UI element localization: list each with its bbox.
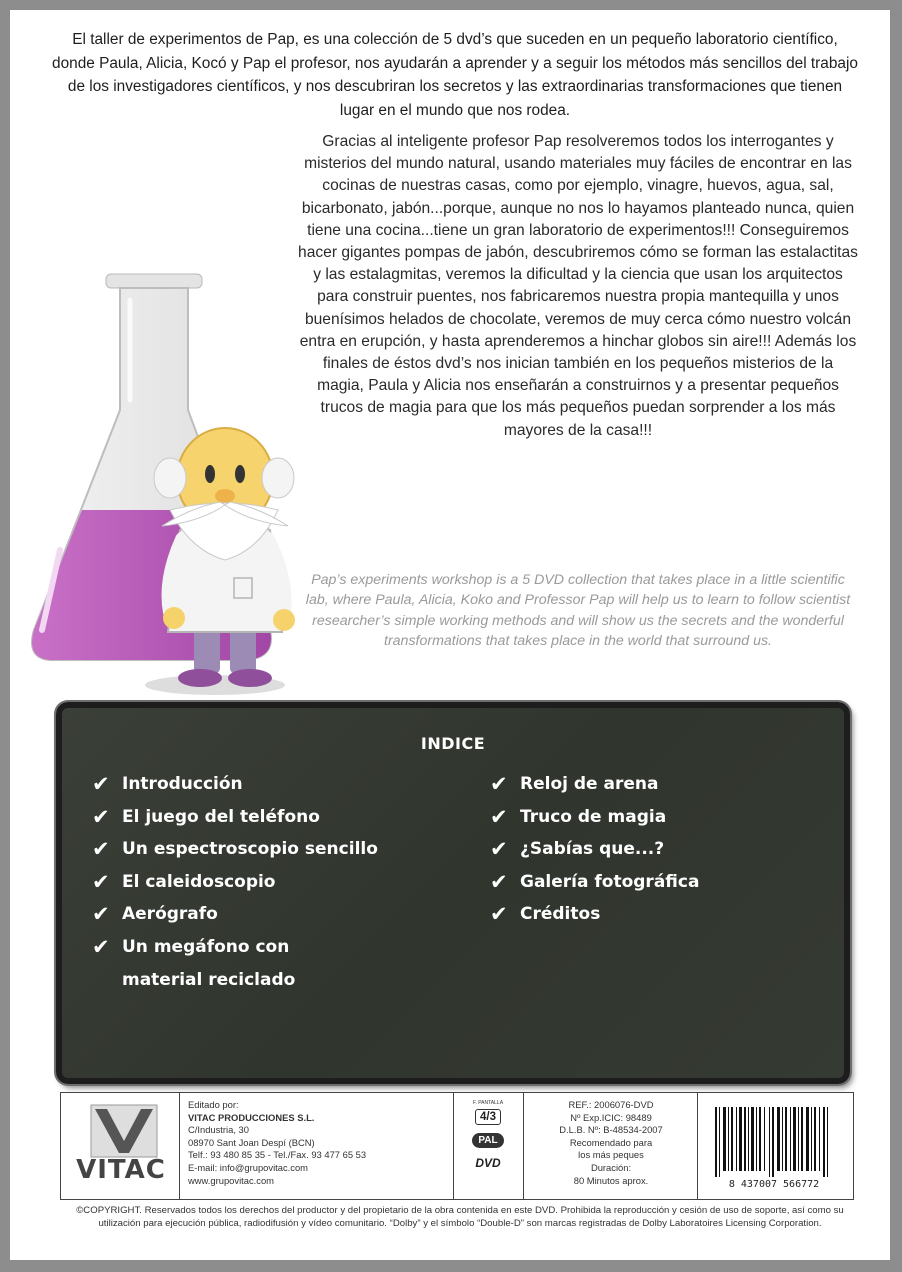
- index-right-column: [490, 768, 820, 931]
- logo-wordmark: VITAC: [76, 1155, 166, 1185]
- index-item-label: Un megáfono con material reciclado: [122, 936, 296, 990]
- divider: [697, 1093, 698, 1199]
- check-icon: ✔: [490, 772, 508, 796]
- check-icon: ✔: [490, 804, 508, 829]
- format-badges: [458, 1099, 518, 1170]
- index-item: [490, 768, 820, 801]
- index-item: [490, 833, 820, 866]
- description-spanish: Gracias al inteligente profesor Pap resolveremos todos los interrogantes y misterios del mundo natural, usando materiales muy fáciles de encontrar en las cocinas de nuestras casas, como por ejemplo, vinagre, huevos, agua, sal, bicarbonato, jabón...porque, aunque no nos lo hayamos planteado nunca, quien tiene una cocina...tiene un gran laboratorio de experimentos!!! Conseguiremos hacer gigantes pompas de jabón, descubriremos cómo se forman las estalactitas y las estalagmitas, veremos la dificultad y la ciencia que usan los arquitectos para construir puentes, nos fabricaremos nuestra propia mantequilla y unos buenísimos helados de chocolate, veremos de muy cerca cómo nuestro volcán entra en erupción, y hasta aprenderemos a hinchar globos sin aire!!! Además los finales de éstos dvd’s nos inician también en los pequeños misterios de la magia, Paula y Alicia nos enseñarán a construirnos y a presentar pequeños trucos de magia para que los más pequeños puedan sorprender a los más mayores de la casa!!!: [298, 133, 858, 439]
- check-icon: ✔: [92, 772, 110, 796]
- recommended-line: los más peques: [578, 1149, 644, 1161]
- aspect-ratio-badge: 4/3: [475, 1109, 501, 1125]
- exp-number: Nº Exp.ICIC: 98489: [570, 1111, 652, 1123]
- dvd-back-cover: [10, 10, 890, 1260]
- edited-by-label: Editado por:: [188, 1099, 239, 1110]
- index-item: [490, 898, 820, 931]
- check-icon: ✔: [490, 837, 508, 862]
- index-item-label: Reloj de arena: [520, 774, 659, 794]
- index-item-label: Truco de magia: [520, 806, 667, 827]
- credits-box: [60, 1092, 854, 1200]
- check-icon: ✔: [490, 902, 508, 927]
- address-line: C/Industria, 30: [188, 1124, 249, 1136]
- legal-deposit: D.L.B. Nº: B-48534-2007: [559, 1124, 663, 1136]
- check-icon: ✔: [490, 869, 508, 894]
- index-item-label: Un espectroscopio sencillo: [122, 839, 378, 860]
- index-item: [490, 866, 820, 899]
- index-item: [92, 768, 422, 801]
- phone-line: Telf.: 93 480 85 35 - Tel./Fax. 93 477 65 53: [188, 1149, 367, 1161]
- duration-label: Duración:: [590, 1161, 632, 1173]
- description-english: Pap’s experiments workshop is a 5 DVD collection that takes place in a little scientific lab, where Paula, Alicia, Koko and Professor Pap will help us to learn to follow scientist researcher’s simple working methods and will show us the secrets and the wonderful transformations that takes place in the world that surround us.: [305, 572, 851, 650]
- intro-paragraph: El taller de experimentos de Pap, es una colección de 5 dvd’s que suceden en un pequeño laboratorio científico, donde Paula, Alicia, Kocó y Pap el profesor, nos ayudarán a aprender y a seguir los métodos más sencillos del trabajo de los investigadores científicos, y nos descubriran los secretos y las extraordinarias transformaciones que tienen lugar en el mundo que nos rodea.: [52, 31, 858, 119]
- check-icon: ✔: [92, 804, 110, 829]
- check-icon: ✔: [92, 869, 110, 894]
- check-icon: ✔: [92, 837, 110, 862]
- publisher-info: [188, 1099, 448, 1187]
- index-item-label: ¿Sabías que...?: [520, 839, 665, 860]
- format-caption: F. PANTALLA: [472, 1100, 504, 1106]
- email-line: E-mail: info@grupovitac.com: [188, 1161, 308, 1173]
- index-item-label: Introducción: [122, 774, 243, 794]
- index-left-column: [92, 768, 422, 996]
- pal-badge: PAL: [472, 1133, 503, 1148]
- duration-value: 80 Minutos aprox.: [573, 1174, 649, 1186]
- index-item-label: Aerógrafo: [122, 904, 218, 925]
- index-item-label: El juego del teléfono: [122, 806, 320, 827]
- dvd-video-logo: DVD: [475, 1156, 501, 1170]
- copyright-notice: ©COPYRIGHT. Reservados todos los derechos del productor y del propietario de la obra contenida en este DVD. Prohibida la reproducción y cesión de uso de soporte, así como su utilización para ejecución pública, radiodifusión y vídeo comunitario. “Dolby” y el símbolo “Double-D” son marcas registradas de Dolby Laboratoires Licensing Corporation.: [76, 1205, 844, 1230]
- check-icon: ✔: [92, 934, 110, 959]
- index-item: [490, 801, 820, 834]
- index-item-label: Créditos: [520, 904, 601, 925]
- index-item: [92, 801, 422, 834]
- divider: [523, 1093, 524, 1199]
- check-icon: ✔: [92, 902, 110, 927]
- index-chalkboard: [56, 702, 850, 1084]
- divider: [453, 1093, 454, 1199]
- index-item-label: El caleidoscopio: [122, 871, 276, 892]
- ref-number: REF.: 2006076-DVD: [568, 1099, 654, 1110]
- barcode-number: 8 437007 566772: [728, 1179, 820, 1190]
- reference-info: [531, 1099, 691, 1187]
- barcode: [709, 1105, 839, 1191]
- address-line: 08970 Sant Joan Despí (BCN): [188, 1136, 315, 1148]
- index-item: [92, 833, 422, 866]
- index-title: INDICE: [420, 734, 486, 753]
- company-name: VITAC PRODUCCIONES S.L.: [188, 1111, 315, 1123]
- index-item-label: Galería fotográfica: [520, 871, 700, 892]
- website-line: www.grupovitac.com: [188, 1174, 274, 1186]
- divider: [179, 1093, 180, 1199]
- index-item: [92, 898, 422, 931]
- index-item: [92, 866, 422, 899]
- recommended-line: Recomendado para: [569, 1136, 653, 1148]
- index-item: [92, 931, 422, 996]
- flask-professor-illustration: [20, 260, 320, 710]
